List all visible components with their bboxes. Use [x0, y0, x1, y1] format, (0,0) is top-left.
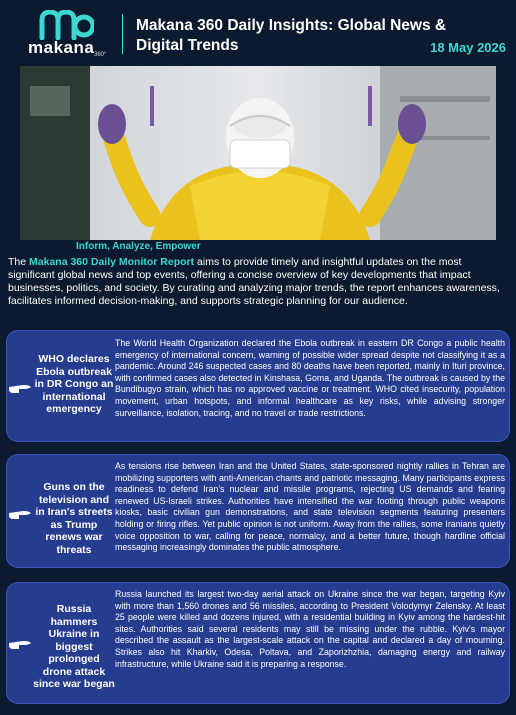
- tagline: Inform, Analyze, Empower: [76, 241, 201, 252]
- makana-logo[interactable]: [14, 10, 114, 58]
- header-divider: [122, 14, 123, 54]
- pointing-hand-icon: [7, 635, 33, 651]
- news-card-title: Guns on the television and in Iran's streets as Trump renews war threats: [35, 481, 113, 556]
- news-card-title: WHO declares Ebola outbreak in DR Congo an international emergency: [34, 353, 114, 415]
- page-title: Makana 360 Daily Insights: Global News & Digital Trends: [136, 17, 447, 54]
- header: [0, 0, 516, 62]
- news-card-title: Russia hammers Ukraine in biggest prolonged drone attack since war began: [33, 603, 115, 690]
- intro-text-before: The: [8, 256, 30, 268]
- news-card-iran: [6, 454, 510, 568]
- news-card-body: Russia launched its largest two-day aerial attack on Ukraine since the war began, targeting Kyiv with more than 1,560 drones and 56 missiles, according to President Volodymyr Zelensky. At least 25 people were killed and dozens injured, with a residential building in Kyiv among the hardest-hit sites. Authorities said several residents may still be missing under the rubble. Kyiv's mayor described the assault as the largest-scale attack on the capital and declared a day of mourning. Strikes also hit Kharkiv, Odesa, Poltava, and Zaporizhzhia, damaging energy and railway infrastructure, while Ukraine said it is preparing a response.: [115, 589, 505, 669]
- news-card-body: As tensions rise between Iran and the United States, state-sponsored nightly rallies in Tehran are mobilizing supporters with anti-American chants and patriotic messaging. Many participants express readiness to defend Iran's nuclear and missile programs, rejecting US demands and fearing renewed US-Israeli strikes. Authorities have intensified the war footing through public weapons kiosks, basic civilian gun demonstrations, and state television segments featuring presenters holding or firing rifles. Yet public opinion is not uniform. Away from the rallies, some Iranians quietly voice opposition to war, calling for peace, normalcy, and a better future, though hardline official messaging increasingly dominates the public atmosphere.: [115, 461, 505, 553]
- pointing-hand-icon: [7, 379, 33, 395]
- logo-wordmark: makana: [28, 38, 95, 57]
- news-card-body: The World Health Organization declared the Ebola outbreak in eastern DR Congo a public health emergency of international concern, warning of possible wider spread despite not classifying it as a pandemic. Around 246 suspected cases and 80 deaths have been reported, mainly in Ituri province, with confirmed cases also detected in Kinshasa, Goma, and Uganda. The outbreak is caused by the Bundibugyo strain, which has no approved vaccine or treatment. WHO cited insecurity, population movement, urban hotspots, and informal healthcare as key risks, while advising stronger surveillance, isolation, tracing, and no travel or trade restrictions.: [115, 338, 505, 418]
- intro-text-after: aims to provide timely and insightful updates on the most significant global news and top events, offering a concise overview of key developments that impact businesses, politics, and society. By curating and analyzing major trends, the report enhances awareness, facilitates informed decision-making, and supports strategic planning for our audience.: [8, 256, 500, 307]
- hero-image: [20, 66, 496, 240]
- intro-paragraph: [8, 256, 510, 308]
- makana-logo-mark-icon: [38, 10, 94, 40]
- report-name-highlight: Makana 360 Daily Monitor Report: [29, 256, 195, 268]
- pointing-hand-icon: [7, 505, 33, 521]
- news-card-ebola: [6, 330, 510, 442]
- report-date: 18 May 2026: [430, 40, 506, 55]
- logo-subtext: 360°: [94, 52, 107, 58]
- health-worker-ppe-illustration: [20, 66, 496, 240]
- news-card-ukraine: [6, 582, 510, 704]
